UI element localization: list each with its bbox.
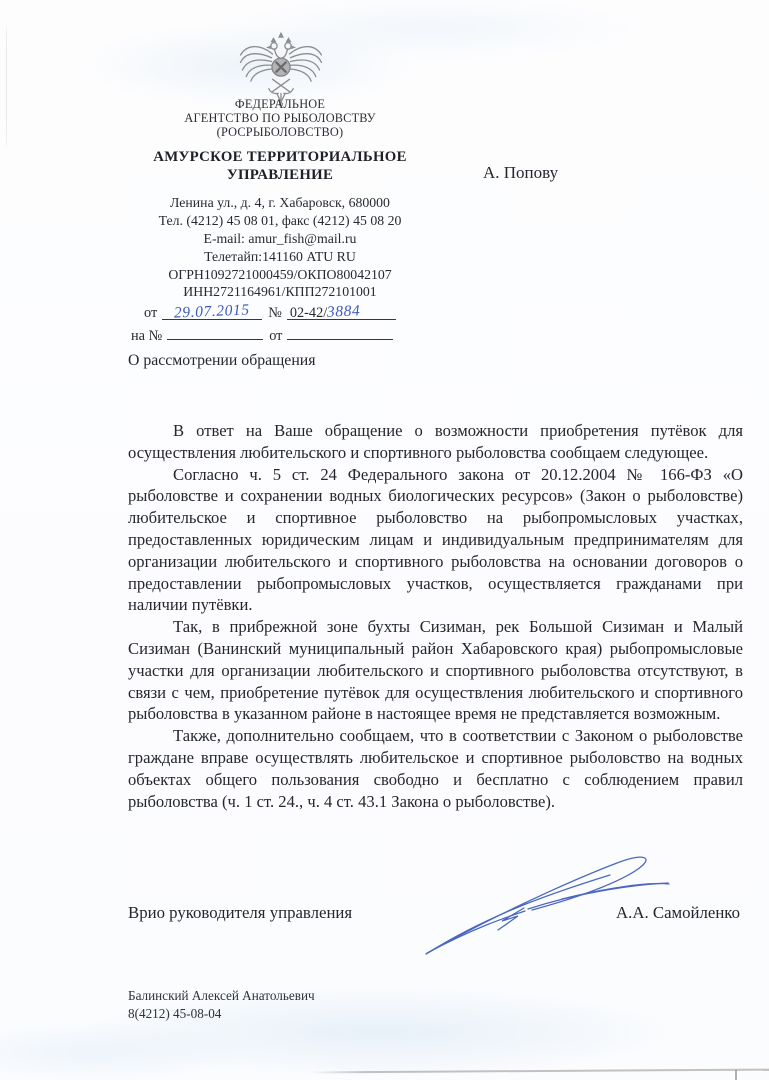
handwritten-number: 3884 (326, 302, 361, 321)
letterhead-email: E-mail: amur_fish@mail.ru (203, 230, 357, 246)
letterhead-block (118, 98, 442, 346)
letterhead-phone: Тел. (4212) 45 08 01, факс (4212) 45 08 20 (158, 213, 402, 229)
body-paragraph-4: Также, дополнительно сообщаем, что в соответствии с Законом о рыболовстве граждане вправе осуществлять любительское и спортивное рыболовство на водных объектах общего пользования свободно и бесплатно с соблюдением правил рыболовства (ч. 1 ст. 24., ч. 4 ст. 43.1 Закона о рыболовстве). (128, 726, 743, 811)
letterhead-address: Ленина ул., д. 4, г. Хабаровск, 680000 (170, 195, 390, 211)
division-name-line-2: УПРАВЛЕНИЕ (226, 167, 334, 184)
signer-name: А.А. Самойленко (616, 903, 740, 922)
reference-block (118, 303, 442, 346)
org-name-line-2: АГЕНТСТВО ПО РЫБОЛОВСТВУ (184, 110, 376, 125)
outgoing-number-line (287, 303, 396, 320)
org-name-line-3: (РОСРЫБОЛОВСТВО) (216, 124, 344, 139)
executor-name: Балинский Алексей Анатольевич (128, 988, 315, 1003)
printed-number-prefix: 02-42/ (289, 305, 328, 322)
body-paragraph-3: Так, в прибрежной зоне бухты Сизиман, рек Большой Сизиман и Малый Сизиман (Ванинский муниципальный район Хабаровского края) рыбопромысловые участки для организации любительского и спортивного рыболовства отсутствуют, в связи с чем, приобретение путёвок для осуществления любительского и спортивного рыболовства в указанном районе в настоящее время не представляется возможным. (128, 617, 743, 724)
addressee: А. Попову (483, 163, 559, 182)
fisheries-agency-emblem-icon (234, 31, 328, 107)
letterhead-inn-kpp: ИНН2721164961/КПП272101001 (183, 284, 377, 300)
subject-line: О рассмотрении обращения (128, 352, 316, 369)
executor-block (128, 987, 315, 1022)
signer-position-title: Врио руководителя управления (128, 903, 353, 922)
reply-date-label: от (269, 328, 283, 345)
scan-paper-edge-line (310, 1069, 769, 1073)
org-name-line-1: ФЕДЕРАЛЬНОЕ (234, 97, 326, 111)
letter-body (128, 420, 743, 812)
from-label: от (144, 305, 158, 322)
incoming-ref-row (118, 323, 442, 346)
outgoing-ref-row (118, 303, 442, 323)
number-label: № (268, 305, 282, 322)
incoming-date-line (287, 323, 393, 340)
signoff-row (128, 903, 740, 923)
incoming-number-line (167, 323, 263, 340)
outgoing-date-line (162, 303, 262, 320)
body-paragraph-2: Согласно ч. 5 ст. 24 Федерального закона от 20.12.2004 № 166-ФЗ «О рыболовстве и сохранении водных биологических ресурсов» (Закон о рыболовстве) любительское и спортивное рыболовство на рыбопромысловых участках, предоставленных юридическим лицам и индивидуальным предпринимателям для организации любительского и спортивного рыболовства на основании договоров о предоставлении рыбопромысловых участков, осуществляется гражданами при наличии путёвки. (128, 464, 743, 615)
executor-phone: 8(4212) 45-08-04 (128, 1005, 222, 1021)
letterhead-teletype: Телетайп:141160 ATU RU (204, 248, 356, 264)
division-name-line-1: АМУРСКОЕ ТЕРРИТОРИАЛЬНОЕ (153, 149, 407, 166)
body-paragraph-1: В ответ на Ваше обращение о возможности приобретения путёвок для осуществления любительского и спортивного рыболовства сообщаем следующее. (128, 421, 743, 462)
scan-paper-edge-tick (735, 1070, 737, 1080)
scan-paper-edge-left (6, 26, 7, 146)
letterhead-ogrn-okpo: ОГРН1092721000459/ОКПО80042107 (168, 266, 392, 282)
handwritten-date: 29.07.2015 (173, 301, 251, 322)
reply-number-label: на № (131, 328, 163, 345)
